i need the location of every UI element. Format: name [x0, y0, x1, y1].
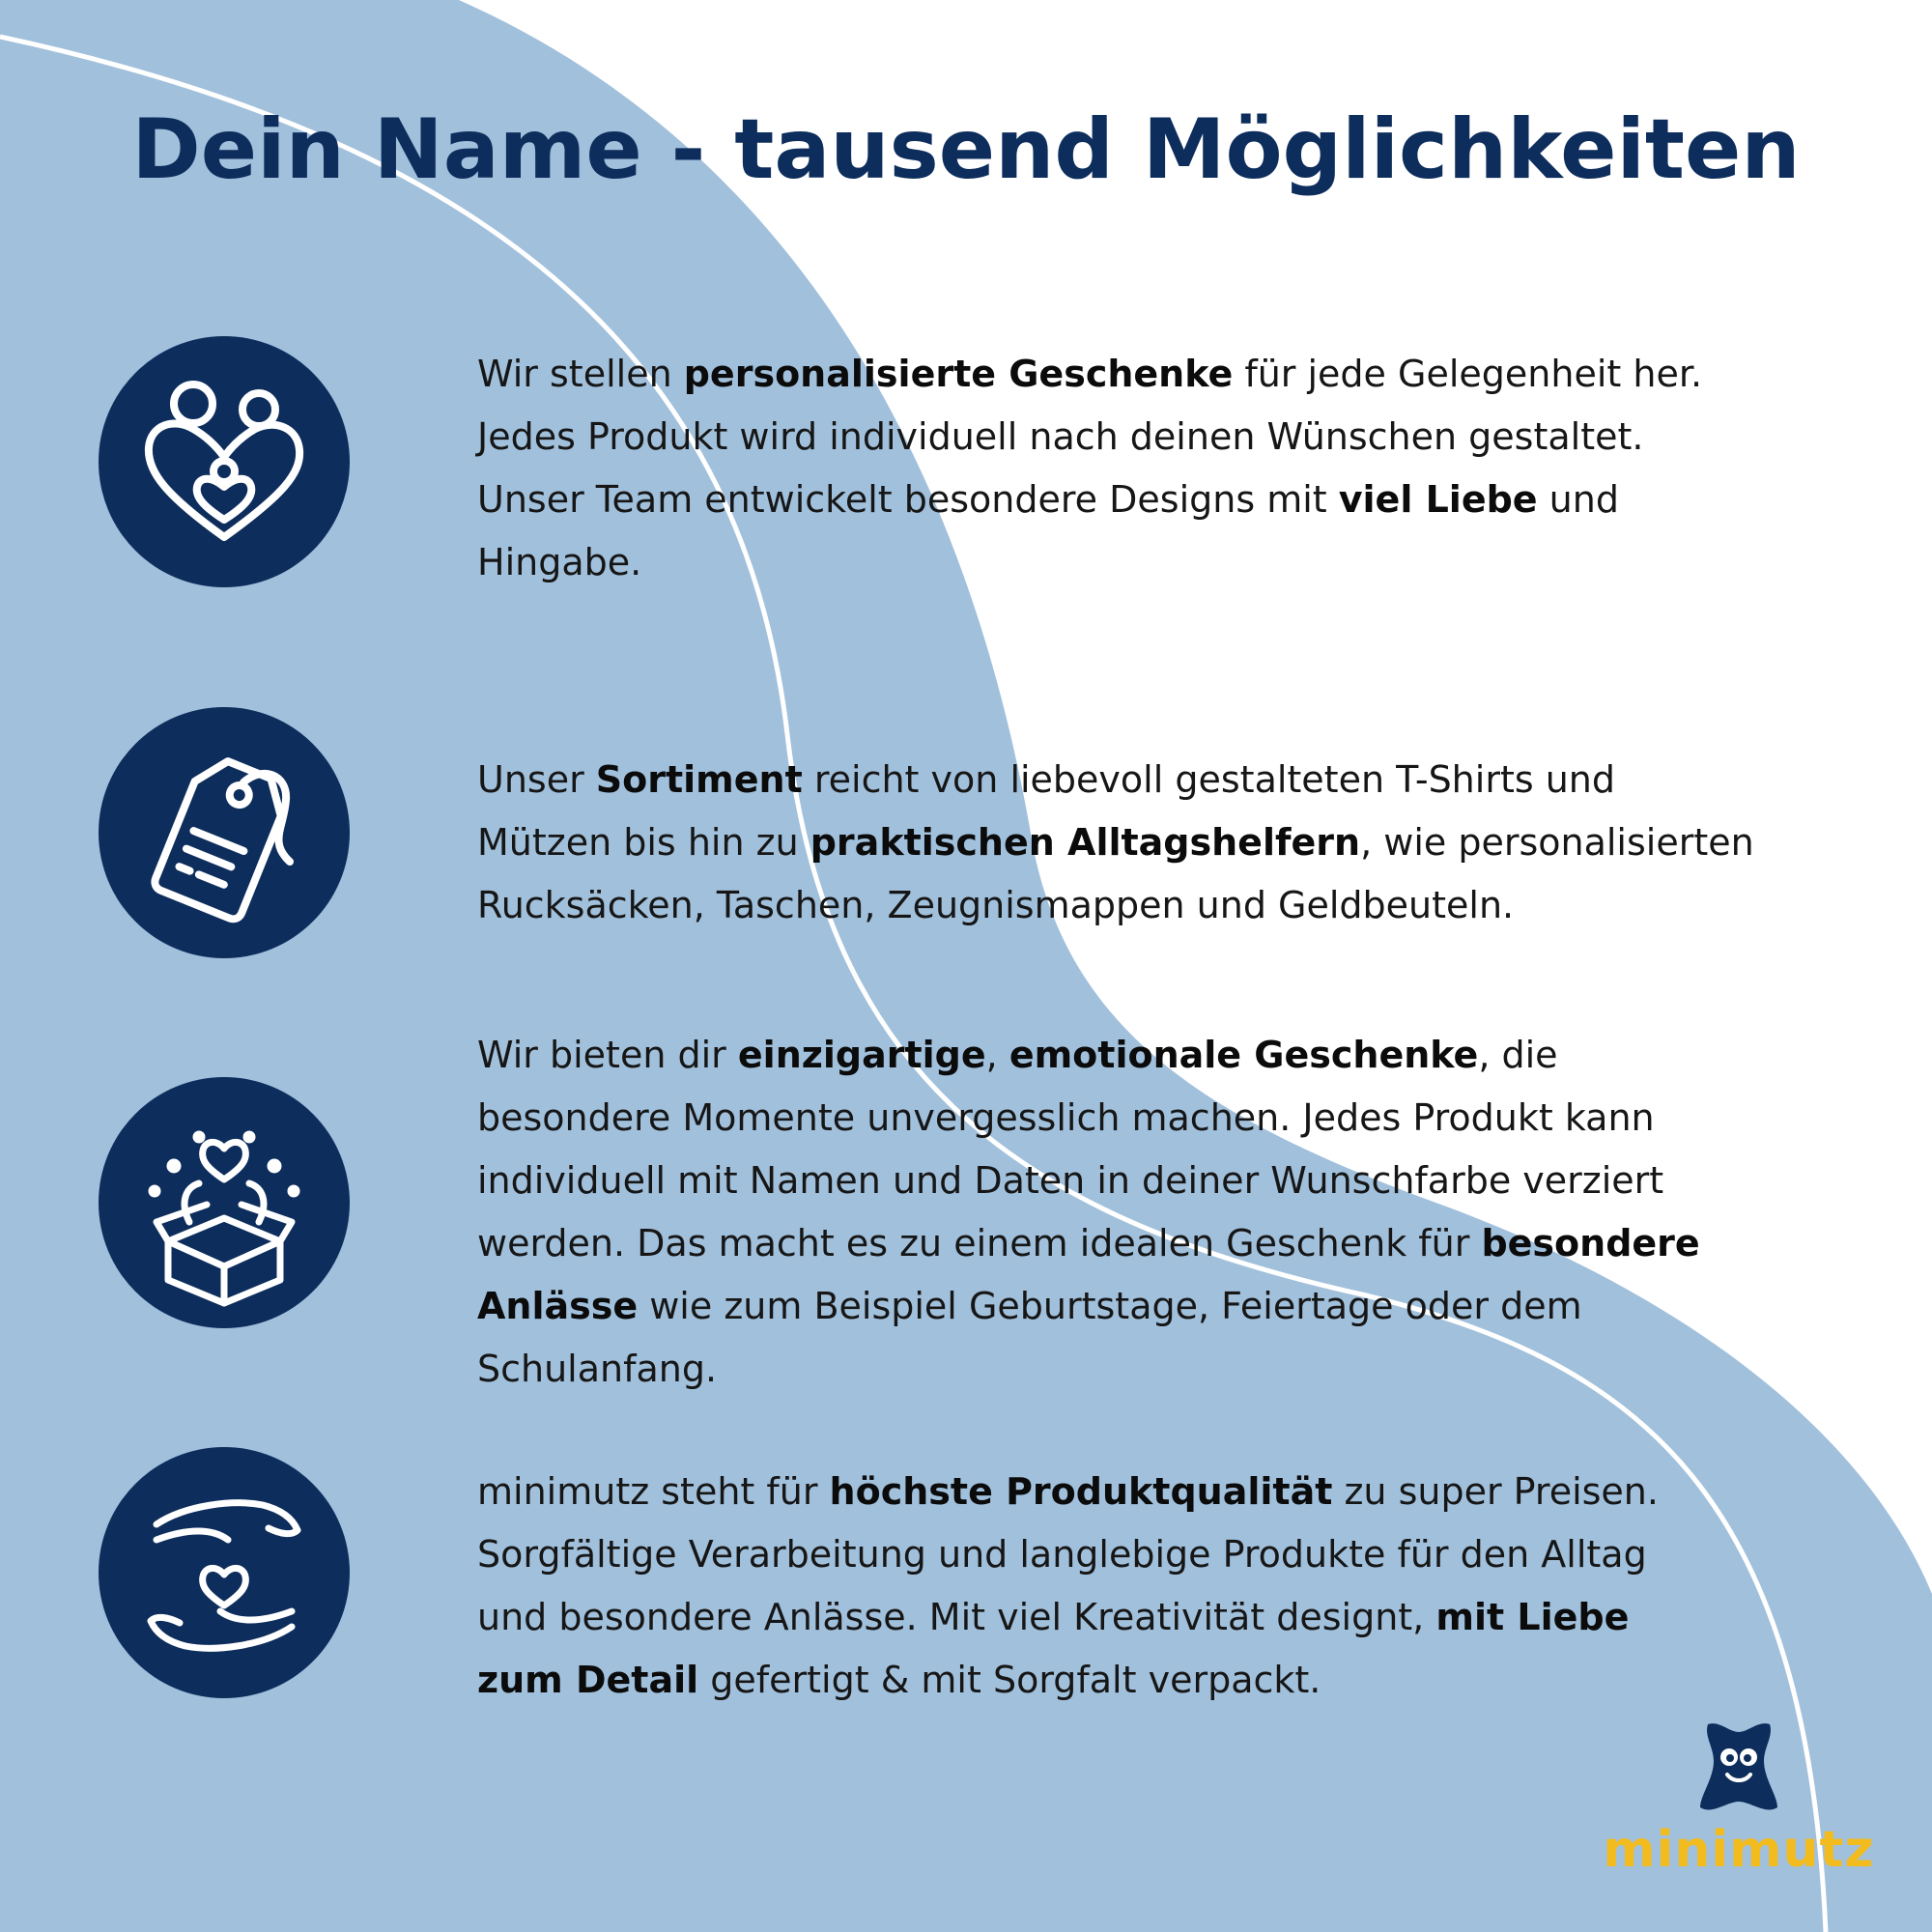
highlight-text: personalisierte Geschenke	[683, 353, 1234, 395]
highlight-text: mit Liebe	[1435, 1596, 1630, 1638]
body-text: besondere Momente unvergesslich machen. Jedes Produkt kann	[477, 1096, 1655, 1139]
page-title: Dein Name - tausend Möglichkeiten	[131, 101, 1801, 198]
body-text: Unser	[477, 758, 596, 801]
body-text: werden. Das macht es zu einem idealen Geschenk für	[477, 1222, 1482, 1264]
body-text: ,	[985, 1034, 1009, 1076]
body-text: und besondere Anlässe. Mit viel Kreativität designt,	[477, 1596, 1436, 1638]
highlight-text: viel Liebe	[1338, 478, 1538, 521]
body-text: Unser Team entwickelt besondere Designs mit	[477, 478, 1339, 521]
feature-text	[477, 749, 1868, 937]
body-text: gefertigt & mit Sorgfalt verpackt.	[698, 1659, 1321, 1701]
body-text: individuell mit Namen und Daten in deiner Wunschfarbe verziert	[477, 1159, 1664, 1202]
feature-text	[477, 343, 1868, 594]
minimutz-mascot-icon	[1690, 1715, 1787, 1821]
body-text: Sorgfältige Verarbeitung und langlebige Produkte für den Alltag	[477, 1533, 1647, 1576]
body-text: Rucksäcken, Taschen, Zeugnismappen und Geldbeuteln.	[477, 884, 1515, 926]
body-text: Wir bieten dir	[477, 1034, 738, 1076]
highlight-text: emotionale Geschenke	[1009, 1034, 1479, 1076]
highlight-text: Anlässe	[477, 1285, 639, 1327]
feature-text	[477, 1461, 1868, 1712]
highlight-text: einzigartige	[737, 1034, 986, 1076]
body-text: Hingabe.	[477, 541, 642, 583]
body-text: , die	[1478, 1034, 1558, 1076]
hands-heart-icon	[99, 1447, 350, 1698]
body-text: reicht von liebevoll gestalteten T-Shirts und	[802, 758, 1616, 801]
body-text: minimutz steht für	[477, 1470, 830, 1513]
highlight-text: besondere	[1481, 1222, 1700, 1264]
gift-box-heart-icon	[99, 1077, 350, 1328]
body-text: Schulanfang.	[477, 1348, 718, 1390]
family-heart-icon	[99, 336, 350, 587]
body-text: Jedes Produkt wird individuell nach deinen Wünschen gestaltet.	[477, 415, 1644, 458]
body-text: zu super Preisen.	[1332, 1470, 1659, 1513]
body-text: für jede Gelegenheit her.	[1233, 353, 1703, 395]
price-tag-icon	[99, 707, 350, 958]
brand-logo	[1594, 1715, 1893, 1908]
highlight-text: praktischen Alltagshelfern	[810, 821, 1361, 864]
highlight-text: zum Detail	[477, 1659, 699, 1701]
highlight-text: höchste Produktqualität	[829, 1470, 1333, 1513]
body-text: und	[1537, 478, 1619, 521]
body-text: , wie personalisierten	[1360, 821, 1754, 864]
body-text: Wir stellen	[477, 353, 684, 395]
body-text: wie zum Beispiel Geburtstage, Feiertage oder dem	[638, 1285, 1582, 1327]
feature-text	[477, 1024, 1868, 1401]
brand-name: minimutz	[1603, 1821, 1875, 1879]
body-text: Mützen bis hin zu	[477, 821, 810, 864]
highlight-text: Sortiment	[595, 758, 803, 801]
